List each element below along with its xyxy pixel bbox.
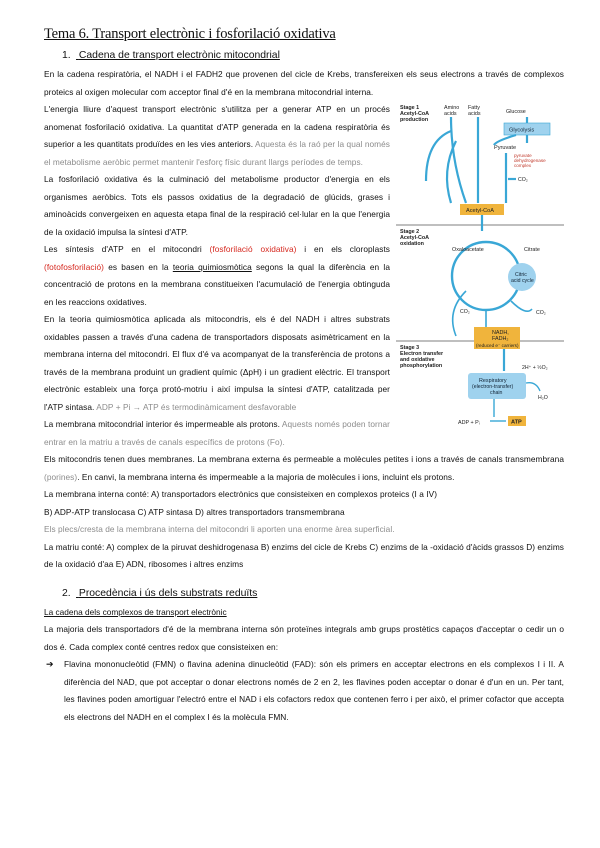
nadh-label: (reduced e⁻ carriers) [476, 343, 519, 348]
inner-membrane-note: Aquests només poden tornar entrar en la matriu a través de canals específics de protons (Fo). [44, 419, 390, 447]
section-1-heading [62, 50, 564, 61]
membranes-text-1: Els mitocondris tenen dues membranes. La membrana externa és permeable a molècules petites i ions a través de canals transmembrana [44, 454, 564, 464]
glycolysis-label: Glycolysis [509, 127, 535, 134]
nadh-label: NADH, [492, 330, 509, 336]
stage3-label: Stage 3 [400, 345, 420, 351]
citric-label: acid cycle [511, 278, 534, 284]
oxaloacetate-label: Oxaloacetate [452, 247, 484, 253]
water-label: H₂O [538, 395, 548, 401]
paragraph-oxphos: La fosforilació oxidativa és la culminació del metabolisme productor d'energia en els organismes aeròbics. Tots els passos oxidatius de la degradació de glúcids, grases i aminoàcids convergeixen en aquesta etapa final de la respiració cel·lular en la que l'energia de la oxidació impulsa la síntesi d'ATP. [44, 174, 390, 237]
paragraph-intro: En la cadena respiratòria, el NADH i el FADH2 que provenen del cicle de Krebs, transfereixen els seus electrons a través de complexos proteics al oxigen molecular com acceptor final d'é en la membrana mitocondrial interna. [44, 69, 564, 97]
chemiosmotic-term: teoria quimiosmòtica [172, 261, 252, 272]
atp-text-4: segons la qual la diferència en la concentració de protons en la membrana constitueixen l'acumulació de l'energia obtinguda en les reaccions oxidatives. [44, 261, 390, 307]
section-2-heading [62, 588, 564, 599]
paragraph-cristae: Els plecs/cresta de la membrana interna del mitocondri li aporten una enorme àrea superficial. [44, 524, 395, 534]
stage1-label: Acetyl-CoA [400, 111, 430, 117]
stage2-label: Stage 2 [400, 229, 420, 235]
adp-label: ADP + Pᵢ [458, 420, 480, 426]
page-title: Tema 6. Transport electrònic i fosforilació oxidativa [44, 26, 336, 42]
bullet-flavins [44, 656, 564, 726]
pyruvate-label: Pyruvate [494, 145, 517, 151]
amino-acids-label: acids [444, 111, 457, 117]
stage3-label: phosphorylation [400, 363, 443, 369]
arrow [494, 135, 516, 145]
chemiosmotic-note: ADP + Pi → ATP és termodinàmicament desfavorable [94, 401, 297, 412]
inner-membrane-text: La membrana mitocondrial interior és impermeable als protons. [44, 419, 280, 429]
oxygen-label: 2H⁺ + ½O₂ [522, 365, 548, 371]
co2-label: CO₂ [518, 177, 528, 183]
stage3-label: Electron transfer [400, 351, 444, 357]
atp-text-1: Les síntesis d'ATP en el mitocondri [44, 244, 210, 254]
stage3-label: and oxidative [400, 357, 435, 363]
glucose-label: Glucose [506, 109, 526, 115]
paragraph-inner-contents: La membrana interna conté: A) transportadors electrònics que consisteixen en complexos proteics (I a IV) [44, 489, 438, 499]
section-2-number: 2. [62, 587, 71, 599]
co2-label: CO₂ [536, 310, 546, 316]
nadh-label: FADH₂ [492, 336, 509, 342]
section-1-title: Cadena de transport electrònic mitocondrial [78, 50, 280, 61]
respiratory-label: (electron-transfer) [472, 384, 514, 390]
respiratory-label: Respiratory [479, 378, 507, 384]
citric-label: Citric [515, 272, 527, 278]
atp-text-2: i en els cloroplasts [296, 244, 390, 254]
paragraph-transporters: La majoria dels transportadors d'é de la membrana interna són proteïnes integrals amb grups prostètics capaços d'acceptar o cedir un o dos é. Cada complex conté centres redox que consisteixen en: [44, 624, 564, 652]
amino-acids-label: Amino [444, 105, 460, 111]
arrow [526, 383, 540, 391]
metabolism-diagram [396, 101, 564, 439]
co2-label: CO₂ [460, 309, 470, 315]
respiratory-label: chain [490, 390, 503, 396]
paragraph-membranes [44, 451, 564, 486]
arrow [447, 141, 456, 203]
atp-text-3: es basen en la [103, 261, 173, 272]
stage2-label: Acetyl-CoA [400, 235, 430, 241]
paragraph-inner-contents-2: B) ADP-ATP translocasa C) ATP sintasa D) altres transportadors transmembrana [44, 506, 345, 517]
pdh-label: pyruvate [514, 153, 532, 158]
stage2-label: oxidation [400, 241, 424, 247]
document-page [44, 26, 564, 726]
stage1-label: Stage 1 [400, 105, 420, 111]
metabolism-figure [396, 101, 564, 439]
energy-text: L'energia lliure d'aquest transport electrònic s'utilitza per a generar ATP en un procés anomenat fosforilació oxidativa. La quantitat d'ATP generada en la cadena respiratòria és superior a les quantitats produïdes en les vies anteriors. [44, 104, 390, 149]
arrow-bullet-icon: ➔ [46, 659, 54, 669]
acetylcoa-label: Acetyl-CoA [466, 208, 494, 214]
section-2-title: Procedència i ús dels substrats reduïts [78, 587, 258, 599]
paragraph-matrix: La matriu conté: A) complex de la piruvat deshidrogenasa B) enzims del cicle de Krebs C) enzims de la -oxidació d'àcids grassos D) enzims de la oxidació d'aa E) ADN, ribosomes i altres enzims [44, 541, 564, 569]
photophos-term: (fotofosforilació) [44, 261, 104, 272]
stage1-label: production [400, 117, 429, 123]
section-1-number: 1. [62, 50, 71, 61]
porines-term: (porines) [44, 471, 78, 482]
arrow [511, 301, 532, 311]
energy-note: Aquesta és la raó per la qual només el metabolisme aeròbic permet mantenir l'esforç físic durant llargs períodes de temps. [44, 139, 391, 167]
fatty-acids-label: Fatty [468, 105, 480, 111]
atp-label: ATP [511, 419, 522, 426]
bullet-flavins-text: Flavina mononucleòtid (FMN) o flavina adenina dinucleòtid (FAD): són els primers en acceptar electrons en els complexos I i II. A diferència del NAD, que pot acceptar o donar electrons només de 2 en 2, les flavines poden acceptar o donar é d'un en un. Per tant, les flavines poden amortiguar l'electró entre el NAD i els cofactors redox que contenen ferro i per això, el primer cofactor que accepta els electrons del NADH en el complex I és la molècula FMN. [64, 659, 564, 722]
pdh-label: dehydrogenase [514, 158, 546, 163]
arrow [451, 117, 466, 203]
fatty-acids-label: acids [468, 111, 481, 117]
pdh-label: complex [514, 163, 532, 168]
membranes-text-2: . En canvi, la membrana interna és impermeable a la majoria de molècules i ions, incluint els protons. [77, 471, 455, 482]
section-2-subheading: La cadena dels complexos de transport electrònic [44, 606, 227, 617]
chemiosmotic-text: En la teoria quimiosmòtica aplicada als mitocondris, els é del NADH i altres substrats oxidables passen a través d'una cadena de transportadors disposats asimètricament en la membrana interna del mitocondri. El flux d'é va acompanyat de la transferència de protons a través de la membrana produint un gradient químic (ΔpH) i un gradient elèctric. El transport electrònic estableix una força protó-motriu i així impulsa la síntesi d'ATP, catalitzada per l'ATP sintasa. [44, 314, 390, 412]
oxphos-term: (fosforilació oxidativa) [209, 244, 297, 254]
citrate-label: Citrate [524, 247, 540, 253]
